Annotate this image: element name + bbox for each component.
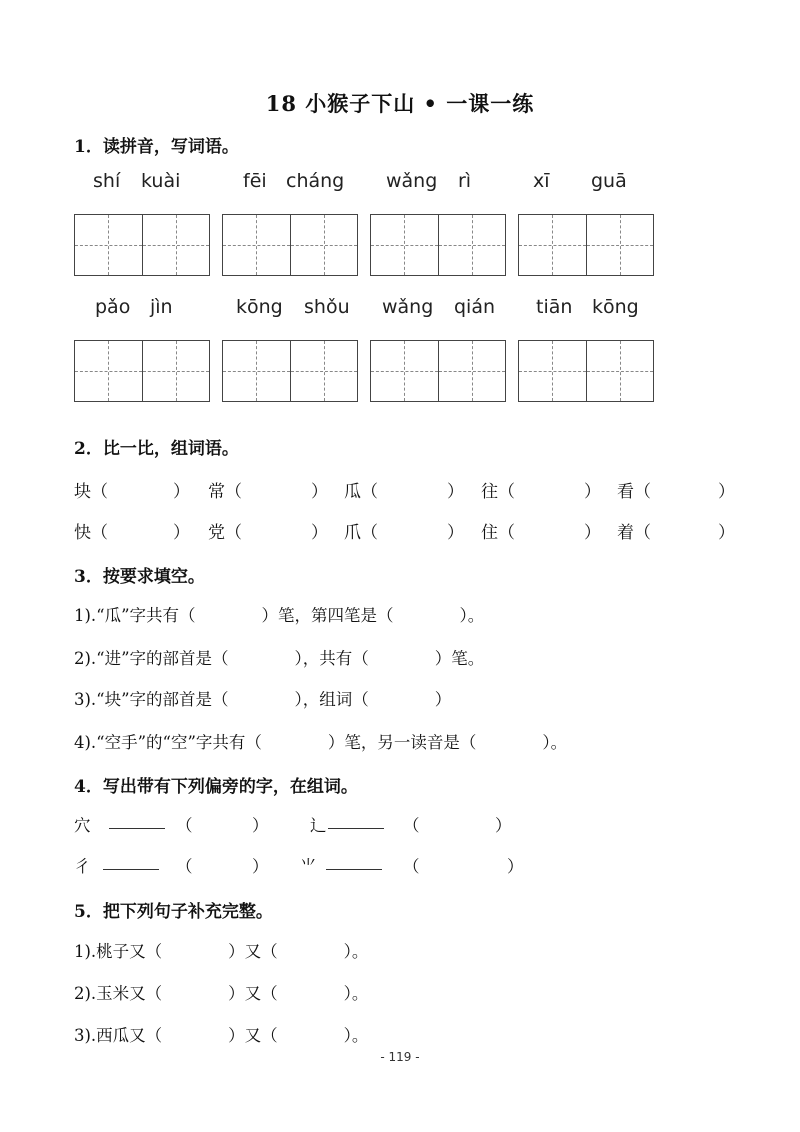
open-paren: （ xyxy=(176,816,193,835)
pinyin: tiān xyxy=(536,296,573,318)
close-paren: ） xyxy=(584,482,601,502)
compare-item: 往（ xyxy=(481,482,515,502)
pinyin: wǎng xyxy=(386,170,438,192)
q3-item-4: 4).“空手”的“空”字共有（ ）笔，另一读音是（ ）。 xyxy=(74,733,568,752)
pinyin: kōng xyxy=(592,296,639,318)
close-paren: ） xyxy=(447,482,464,502)
compare-item: 块（ xyxy=(74,482,108,502)
pinyin: rì xyxy=(458,170,472,192)
compare-item: 常（ xyxy=(208,482,242,502)
writing-box[interactable] xyxy=(74,340,210,402)
q2-heading: 2．比一比，组词语。 xyxy=(74,439,239,459)
close-paren: ） xyxy=(447,523,464,543)
compare-item: 瓜（ xyxy=(344,482,378,502)
close-paren: ） xyxy=(173,523,190,543)
q3-heading: 3．按要求填空。 xyxy=(74,567,205,587)
radical-char: 彳 xyxy=(74,857,91,876)
answer-blank[interactable] xyxy=(320,853,388,872)
page-title: 18 小猴子下山 • 一课一练 xyxy=(265,91,535,116)
close-paren: ） xyxy=(311,523,328,543)
compare-item: 爪（ xyxy=(344,523,378,543)
pinyin: wǎng xyxy=(382,296,434,318)
writing-boxes-row-2 xyxy=(0,340,800,404)
pinyin: shí xyxy=(93,170,121,192)
q1-heading: 1．读拼音，写词语。 xyxy=(74,137,239,157)
q5-item-1: 1).桃子又（ ）又（ ）。 xyxy=(74,942,369,961)
q5-item-3: 3).西瓜又（ ）又（ ）。 xyxy=(74,1026,369,1045)
answer-blank[interactable] xyxy=(322,812,390,831)
open-paren: （ xyxy=(403,816,420,835)
writing-box[interactable] xyxy=(74,214,210,276)
compare-item: 党（ xyxy=(208,523,242,543)
q5-heading: 5．把下列句子补充完整。 xyxy=(74,902,273,922)
pinyin: jìn xyxy=(150,296,173,318)
close-paren: ） xyxy=(718,482,735,502)
q3-item-1: 1).“瓜”字共有（ ）笔，第四笔是（ ）。 xyxy=(74,606,485,625)
pinyin: cháng xyxy=(286,170,345,192)
page-number: - 119 - xyxy=(380,1050,420,1064)
close-paren: ） xyxy=(252,857,269,876)
pinyin: shǒu xyxy=(304,296,350,318)
compare-item: 着（ xyxy=(617,523,651,543)
pinyin-row-1 xyxy=(0,170,800,198)
close-paren: ） xyxy=(252,816,269,835)
q5-item-2: 2).玉米又（ ）又（ ）。 xyxy=(74,984,369,1003)
writing-boxes-row-1 xyxy=(0,214,800,278)
radical-char: 辶 xyxy=(310,816,327,835)
open-paren: （ xyxy=(176,857,193,876)
writing-box[interactable] xyxy=(222,214,358,276)
pinyin: kōng xyxy=(236,296,283,318)
pinyin: pǎo xyxy=(95,296,131,318)
pinyin: fēi xyxy=(243,170,267,192)
close-paren: ） xyxy=(311,482,328,502)
compare-item: 看（ xyxy=(617,482,651,502)
q4-heading: 4．写出带有下列偏旁的字，在组词。 xyxy=(74,777,358,797)
pinyin: kuài xyxy=(141,170,181,192)
pinyin: guā xyxy=(591,170,627,192)
radical-char: ⺌ xyxy=(300,857,317,876)
answer-blank[interactable] xyxy=(103,812,171,831)
writing-box[interactable] xyxy=(370,340,506,402)
compare-item: 住（ xyxy=(481,523,515,543)
writing-box[interactable] xyxy=(518,214,654,276)
close-paren: ） xyxy=(718,523,735,543)
q3-item-3: 3).“块”字的部首是（ ），组词（ ） xyxy=(74,690,452,709)
pinyin-row-2 xyxy=(0,296,800,324)
writing-box[interactable] xyxy=(222,340,358,402)
q3-item-2: 2).“进”字的部首是（ ），共有（ ）笔。 xyxy=(74,649,485,668)
compare-item: 快（ xyxy=(74,523,108,543)
radical-char: 穴 xyxy=(74,816,91,835)
writing-box[interactable] xyxy=(370,214,506,276)
close-paren: ） xyxy=(173,482,190,502)
answer-blank[interactable] xyxy=(97,853,165,872)
pinyin: qián xyxy=(454,296,496,318)
pinyin: xī xyxy=(533,170,550,192)
close-paren: ） xyxy=(507,857,524,876)
writing-box[interactable] xyxy=(518,340,654,402)
close-paren: ） xyxy=(495,816,512,835)
close-paren: ） xyxy=(584,523,601,543)
open-paren: （ xyxy=(403,857,420,876)
